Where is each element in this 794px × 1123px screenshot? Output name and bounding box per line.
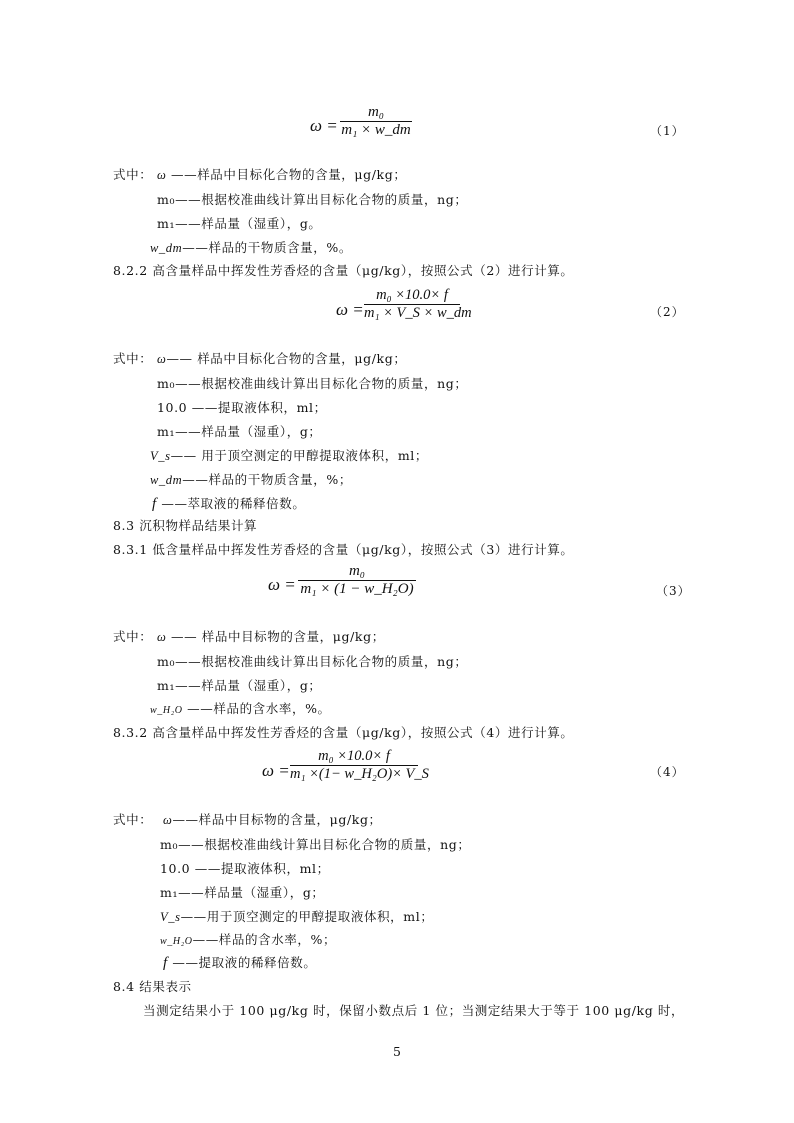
def-text: ——根据校准曲线计算出目标化合物的质量，ng；: [178, 837, 471, 852]
eq1-fraction: [340, 104, 412, 139]
def-text: —— 样品中目标物的含量，μg/kg；: [166, 629, 385, 644]
page-number: 5: [393, 1044, 402, 1059]
eq4-def-f: [163, 953, 316, 972]
def-symbol: f: [152, 496, 157, 512]
def-symbol: m₀: [157, 192, 176, 207]
eq3-numerator: m₀: [348, 563, 366, 579]
def-symbol: w_H₂O: [160, 936, 193, 947]
def-text: ——提取液体积，ml；: [190, 861, 330, 876]
eq4-def-omega: [163, 810, 382, 828]
def-symbol: w_dm: [150, 241, 183, 255]
def-text: —— 用于顶空测定的甲醇提取液体积，ml；: [170, 448, 428, 463]
eq3-lhs: ω =: [268, 575, 296, 594]
eq3-def-m0: [157, 652, 467, 670]
def-symbol: m₁: [157, 424, 176, 439]
eq1-where-label: 式中：: [113, 167, 153, 182]
def-symbol: w_H₂O: [150, 705, 183, 716]
def-text: ——样品的干物质含量，%。: [182, 240, 352, 255]
def-symbol: m₀: [157, 654, 176, 669]
eq4-def-volume: [160, 859, 330, 877]
eq4-def-vs: [160, 907, 433, 925]
eq1-def-m1: [157, 214, 322, 232]
def-symbol: V_s: [150, 449, 171, 463]
def-text: ——用于顶空测定的甲醇提取液体积，ml；: [180, 909, 434, 924]
eq1-numerator: m₀: [367, 104, 385, 120]
eq4-def-wh2o: [160, 930, 336, 948]
eq2-def-omega: [157, 349, 406, 367]
eq3-where-label: 式中：: [113, 629, 153, 644]
eq2-numerator: m₀ ×10.0× f: [376, 287, 448, 303]
eq2-def-volume: [157, 398, 327, 416]
eq2-def-m1: [157, 422, 322, 440]
def-text: ——样品中目标物的含量，μg/kg；: [172, 812, 382, 827]
eq1-lhs: ω =: [310, 116, 338, 135]
eq1-def-wdm: [150, 238, 352, 256]
def-text: ——萃取液的稀释倍数。: [156, 496, 306, 511]
eq2-where-label: 式中：: [113, 351, 153, 366]
eq2-number: （2）: [650, 305, 685, 319]
def-text: —— 样品中目标化合物的含量，μg/kg；: [166, 351, 407, 366]
eq2-lhs: ω =: [336, 300, 364, 319]
def-text: ——样品的干物质含量，%；: [182, 472, 352, 487]
eq2-def-f: [152, 494, 305, 513]
eq4-def-m1: [160, 883, 325, 901]
section-8-4-body: 当测定结果小于 100 μg/kg 时，保留小数点后 1 位；当测定结果大于等于 100 μg/kg 时，: [143, 1003, 685, 1018]
def-symbol: ω: [157, 352, 167, 366]
def-symbol: m₀: [160, 837, 179, 852]
eq4-lhs: ω =: [262, 761, 290, 780]
def-symbol: ω: [157, 630, 167, 644]
section-8-3-1: 8.3.1 低含量样品中挥发性芳香烃的含量（μg/kg），按照公式（3）进行计算。: [113, 542, 574, 557]
eq4-where-label: 式中：: [113, 812, 153, 827]
eq3-def-wh2o: [150, 699, 331, 717]
eq2-fraction: [364, 287, 472, 322]
def-text: ——样品量（湿重），g；: [175, 424, 322, 439]
def-symbol: f: [163, 955, 168, 971]
def-text: ——样品的含水率，%；: [192, 932, 337, 947]
eq4-number: （4）: [650, 765, 685, 779]
section-8-3: 8.3 沉积物样品结果计算: [113, 518, 258, 533]
section-8-2-2: 8.2.2 高含量样品中挥发性芳香烃的含量（μg/kg），按照公式（2）进行计算。: [113, 263, 574, 278]
eq3-def-m1: [157, 676, 322, 694]
def-symbol: m₁: [160, 885, 179, 900]
eq3-denominator: m₁ × (1 − w_H₂O): [300, 581, 414, 597]
def-symbol: m₁: [157, 678, 176, 693]
def-text: ——样品量（湿重），g；: [178, 885, 325, 900]
eq3-fraction: [298, 563, 416, 598]
eq2-def-vs: [150, 446, 428, 464]
eq1-def-m0: [157, 190, 467, 208]
eq2-denominator: m₁ × V_S × w_dm: [364, 305, 472, 321]
eq4-numerator: m₀ ×10.0× f: [318, 748, 390, 764]
def-text: ——样品中目标化合物的含量，μg/kg；: [166, 167, 407, 182]
def-symbol: ω: [163, 813, 173, 827]
def-symbol: m₁: [157, 216, 176, 231]
def-symbol: w_dm: [150, 473, 183, 487]
eq3-number: （3）: [656, 584, 691, 598]
section-8-4: 8.4 结果表示: [113, 979, 192, 994]
eq2-def-m0: [157, 374, 467, 392]
def-text: ——样品量（湿重），g；: [175, 678, 322, 693]
eq3-def-omega: [157, 627, 385, 645]
def-text: ——提取液的稀释倍数。: [167, 955, 317, 970]
def-symbol: 10.0: [157, 400, 188, 415]
section-8-3-2: 8.3.2 高含量样品中挥发性芳香烃的含量（μg/kg），按照公式（4）进行计算。: [113, 725, 574, 740]
eq4-fraction: [290, 748, 429, 783]
eq1-def-omega: [157, 165, 406, 183]
eq4-denominator: m₁ ×(1− w_H₂O)× V_S: [290, 766, 429, 782]
eq1-denominator: m₁ × w_dm: [341, 122, 411, 138]
def-symbol: ω: [157, 168, 167, 182]
def-text: ——样品量（湿重），g。: [175, 216, 322, 231]
def-symbol: m₀: [157, 376, 176, 391]
def-symbol: 10.0: [160, 861, 191, 876]
eq2-def-wdm: [150, 470, 352, 488]
def-text: ——提取液体积，ml；: [187, 400, 327, 415]
def-symbol: V_s: [160, 910, 181, 924]
def-text: ——根据校准曲线计算出目标化合物的质量，ng；: [175, 376, 468, 391]
def-text: ——样品的含水率，%。: [182, 701, 331, 716]
eq1-number: （1）: [650, 124, 685, 138]
def-text: ——根据校准曲线计算出目标化合物的质量，ng；: [175, 654, 468, 669]
eq4-def-m0: [160, 835, 470, 853]
def-text: ——根据校准曲线计算出目标化合物的质量，ng；: [175, 192, 468, 207]
